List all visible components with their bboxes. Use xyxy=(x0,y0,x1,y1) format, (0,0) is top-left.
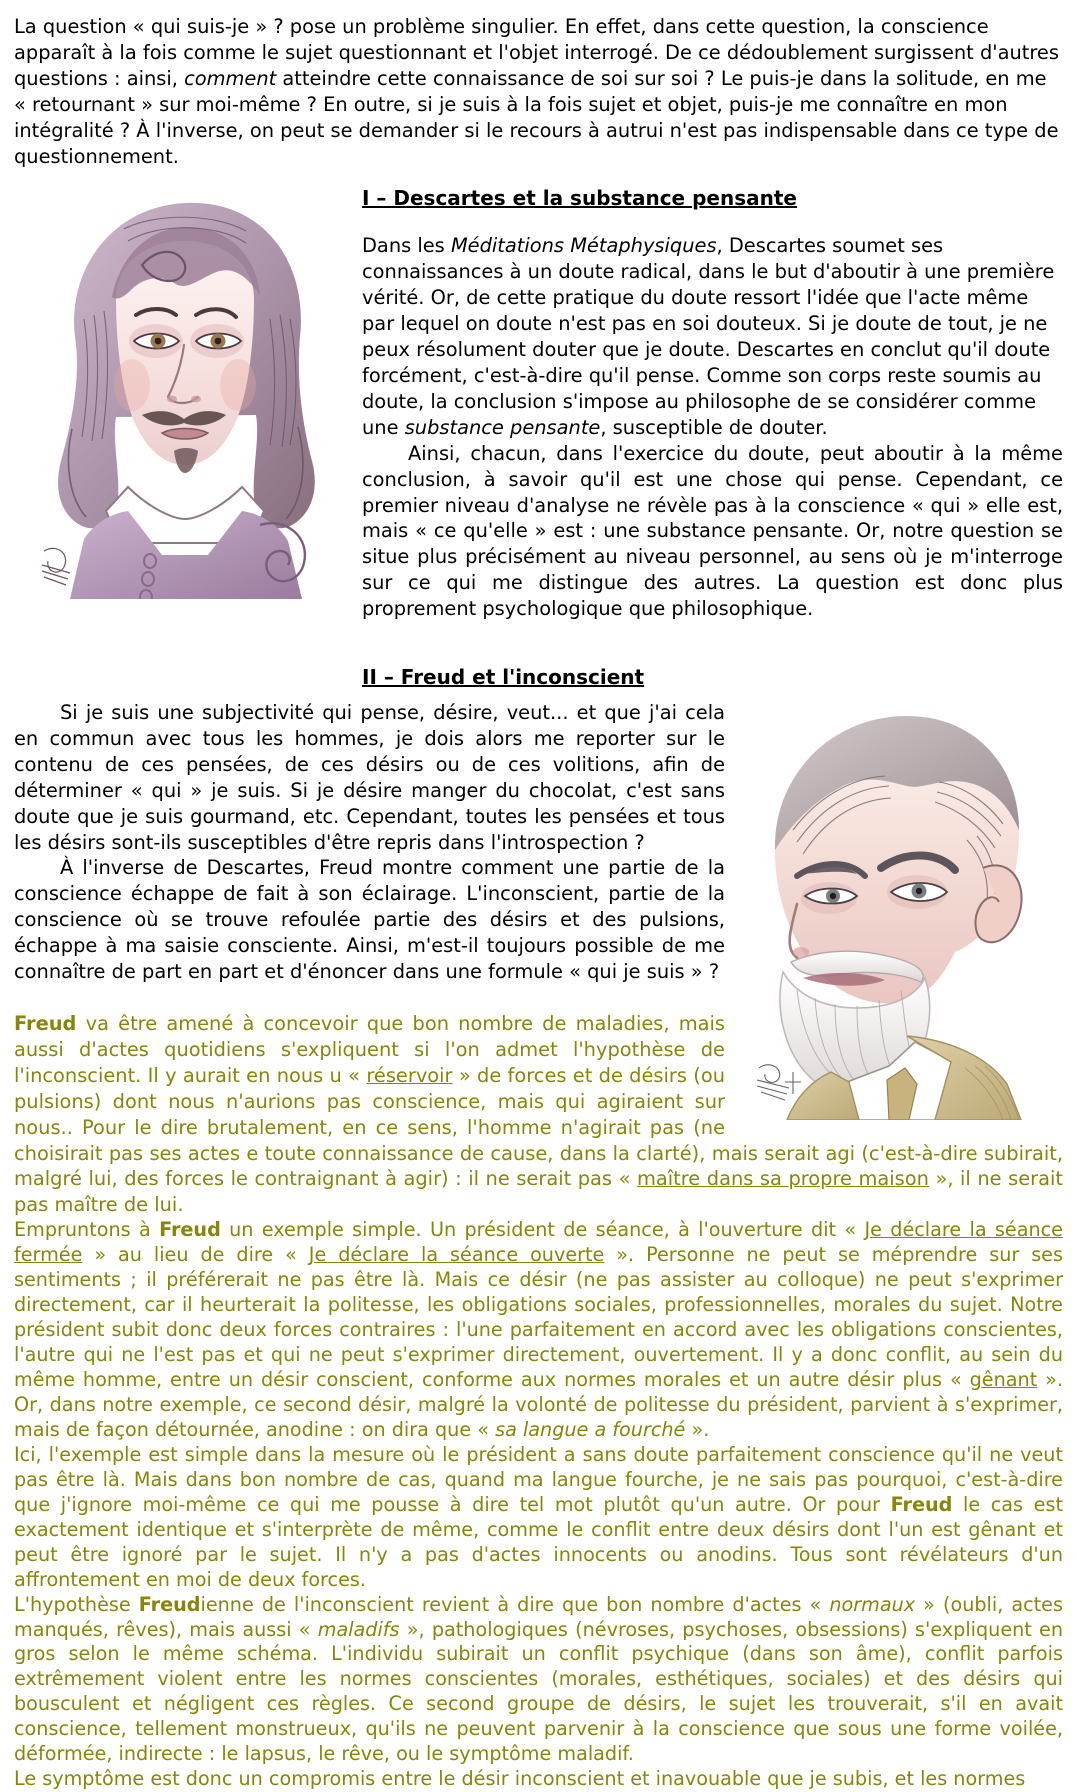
tail-p1-c: » au lieu de dire « xyxy=(82,1243,309,1267)
tail-underline-seance-fermee: Je déclare la séance fermée xyxy=(14,1218,1063,1267)
olive-underline-maitre: maître dans sa propre maison xyxy=(637,1167,929,1191)
tail-underline-seance-ouverte: Je déclare la séance ouverte xyxy=(308,1243,605,1267)
tail-p1-e: ». Or, dans notre exemple, ce second désir, malgré la volonté de politesse du président, parvient à s'exprimer, mais de façon détournée, anodine : on dira que « xyxy=(14,1367,1063,1441)
tail-p3-d: », pathologiques (névroses, psychoses, obsessions) s'expliquent en gros selon le même schéma. L'individu subirait un conflit psychique (dans son âme), conflit parfois extrêmement violent entre les normes conscientes (morales, esthétiques, sociales) et des désirs qui bousculent et négligent ces règles. Ce second groupe de désirs, le sujet les trouverait, s'il en avait conscience, tellement monstrueux, qu'ils ne peuvent parvenir à la conscience que sous une forme voilée, déformée, indirecte : le lapsus, le rêve, ou le symptôme maladif. xyxy=(14,1617,1063,1766)
tail-paragraph-2 xyxy=(14,1443,1063,1593)
olive-p1-c: », il ne serait pas maître de lui. xyxy=(14,1167,1063,1217)
olive-underline-reservoir: réservoir xyxy=(366,1063,453,1087)
tail-p3-a: L'hypothèse xyxy=(14,1592,139,1616)
tail-underline-genant: gênant xyxy=(969,1367,1038,1391)
tail-freud-bold-1: Freud xyxy=(159,1218,221,1242)
section-1-paragraph-2: Ainsi, chacun, dans l'exercice du doute, peut aboutir à la même conclusion, à savoir qu'il est une chose qui pense. Cependant, ce premier niveau d'analyse ne révèle pas à la conscience « qui » elle est, mais « ce qu'elle » est : une substance pensante. Or, notre question se situe plus précisément au niveau personnel, au sens où je m'interroge sur ce qui me distingue des autres. La question est donc plus proprement psychologique que philosophique. xyxy=(362,441,1063,621)
s1p1-italic-meditations: Méditations Métaphysiques xyxy=(450,234,717,258)
s1p1-a: Dans les xyxy=(362,234,451,258)
olive-freud-bold-1: Freud xyxy=(14,1012,77,1035)
tail-paragraph-1 xyxy=(14,1218,1063,1443)
tail-p3-b: ienne de l'inconscient revient à dire que bon nombre d'actes « xyxy=(200,1592,830,1616)
descartes-portrait-illustration xyxy=(24,169,346,599)
tail-p1-d: ». Personne ne peut se méprendre sur ses sentiments ; il préférerait ne pas être là. Mais ce désir (ne pas assister au colloque) ne peut s'exprimer directement, car il heurterait la politesse, les obligations sociales, professionnelles, morales du sujet. Notre président subit donc deux forces contraires : l'une parfaitement en accord avec les obligations conscientes, l'autre qui ne l'est pas et qui ne peut s'exprimer directement, ouvertement. Il y a donc conflit, au sein du même homme, entre un désir conscient, conforme aux normes morales et un autre désir plus « xyxy=(14,1243,1063,1391)
section-1-paragraph-1 xyxy=(362,233,1063,440)
tail-p1-b: un exemple simple. Un président de séance, à l'ouverture dit « xyxy=(220,1218,865,1242)
tail-paragraph-4: Le symptôme est donc un compromis entre le désir inconscient et inavouable que je subis, et les normes xyxy=(14,1767,1026,1791)
tail-p3-c: » (oubli, actes manqués, rêves), mais aussi « xyxy=(14,1592,1063,1641)
olive-tail-block xyxy=(14,1218,1063,1792)
section-2-paragraph-1: Si je suis une subjectivité qui pense, désire, veut... et que j'ai cela en commun avec tous les hommes, je dois alors me reporter sur le contenu de ces pensées, de ces désirs ou de ces volitions, afin de déterminer « qui » je suis. Si je désire manger du chocolat, c'est sans doute que je suis gourmand, etc. Cependant, toutes les pensées et tous les désirs sont-ils susceptibles d'être repris dans l'introspection ? xyxy=(14,701,725,854)
section-1-heading: I – Descartes et la substance pensante xyxy=(362,186,797,211)
intro-text-part-1: La question « qui suis-je » ? pose un problème singulier. En effet, dans cette question, la conscience apparaît à la fois comme le sujet questionnant et l'objet interrogé. De ce dédoublement surgissent d'autres questions : ainsi, xyxy=(14,15,1059,90)
s1p1-c: , susceptible de douter. xyxy=(600,415,828,439)
s1p1-italic-substance: substance pensante xyxy=(404,415,601,439)
intro-italic-comment: comment xyxy=(184,66,277,90)
freud-portrait-illustration xyxy=(739,690,1059,1120)
tail-italic-normaux: normaux xyxy=(829,1592,916,1616)
section-2-heading: II – Freud et l'inconscient xyxy=(362,665,645,690)
tail-paragraph-3 xyxy=(14,1593,1063,1768)
tail-p2-b: le cas est exactement identique et s'interprète de même, comme le conflit entre deux désirs dont l'un est gênant et peut être ignoré par le sujet. Il n'y a pas d'actes innocents ou anodins. Tous sont révélateurs d'un affrontement en moi de deux forces. xyxy=(14,1492,1063,1591)
olive-p1-b: » de forces et de désirs (ou pulsions) dont nous n'aurions pas conscience, mais qui agiraient sur nous.. Pour le dire brutalement, en ce sens, l'homme n'agirait pas (ne choisirait pas ses actes e toute connaissance de cause, dans la clarté), mais serait agi (c'est-à-dire subirait, malgré lui, des forces le contraignant à agir) : il ne serait pas « xyxy=(14,1063,1063,1191)
tail-p2-a: Ici, l'exemple est simple dans la mesure où le président a sans doute parfaitement conscience qu'il ne veut pas être là. Mais dans bon nombre de cas, quand ma langue fourche, je ne sais pas pourquoi, c'est-à-dire que j'ignore moi-même ce qui me pousse à dire tel mot plutôt qu'un autre. Or pour xyxy=(14,1442,1063,1516)
freud-drawing xyxy=(739,690,1059,1120)
descartes-drawing xyxy=(24,169,346,599)
tail-freud-bold-3: Freud xyxy=(138,1592,201,1616)
s1p1-b: , Descartes soumet ses connaissances à un doute radical, dans le but d'aboutir à une première vérité. Or, de cette pratique du doute ressort l'idée que l'acte même par lequel on doute n'est pas en soi douteux. Si je doute de tout, je ne peux résolument douter que je doute. Descartes en conclut qu'il doute forcément, c'est-à-dire qu'il pense. Comme son corps reste soumis au doute, la conclusion s'impose au philosophe de se considérer comme une xyxy=(362,234,1055,439)
tail-italic-sa-langue-a-fourche: sa langue a fourché xyxy=(495,1417,686,1441)
tail-p1-a: Empruntons à xyxy=(14,1218,160,1242)
tail-p1-f: ». xyxy=(685,1417,710,1441)
intro-text-part-2: atteindre cette connaissance de soi sur soi ? Le puis-je dans la solitude, en me « retournant » sur moi-même ? En outre, si je suis à la fois sujet et objet, puis-je me connaître en mon intégralité ? À l'inverse, on peut se demander si le recours à autrui n'est pas indispensable dans ce type de questionnement. xyxy=(14,66,1059,168)
tail-italic-maladifs: maladifs xyxy=(317,1617,400,1641)
section-2-paragraph-2: À l'inverse de Descartes, Freud montre comment une partie de la conscience échappe de fait à son éclairage. L'inconscient, partie de la conscience où se trouve refoulée partie des désirs et des pulsions, échappe à ma saisie consciente. Ainsi, m'est-il toujours possible de me connaître de part en part et d'énoncer dans une formule « qui je suis » ? xyxy=(14,856,725,984)
intro-paragraph xyxy=(14,14,1063,169)
olive-p1-a: va être amené à concevoir que bon nombre de maladies, mais aussi d'actes quotidiens s'expliquent si l'on admet l'hypothèse de l'inconscient. Il y aurait en nous u « xyxy=(14,1012,725,1087)
tail-freud-bold-2: Freud xyxy=(890,1492,953,1516)
